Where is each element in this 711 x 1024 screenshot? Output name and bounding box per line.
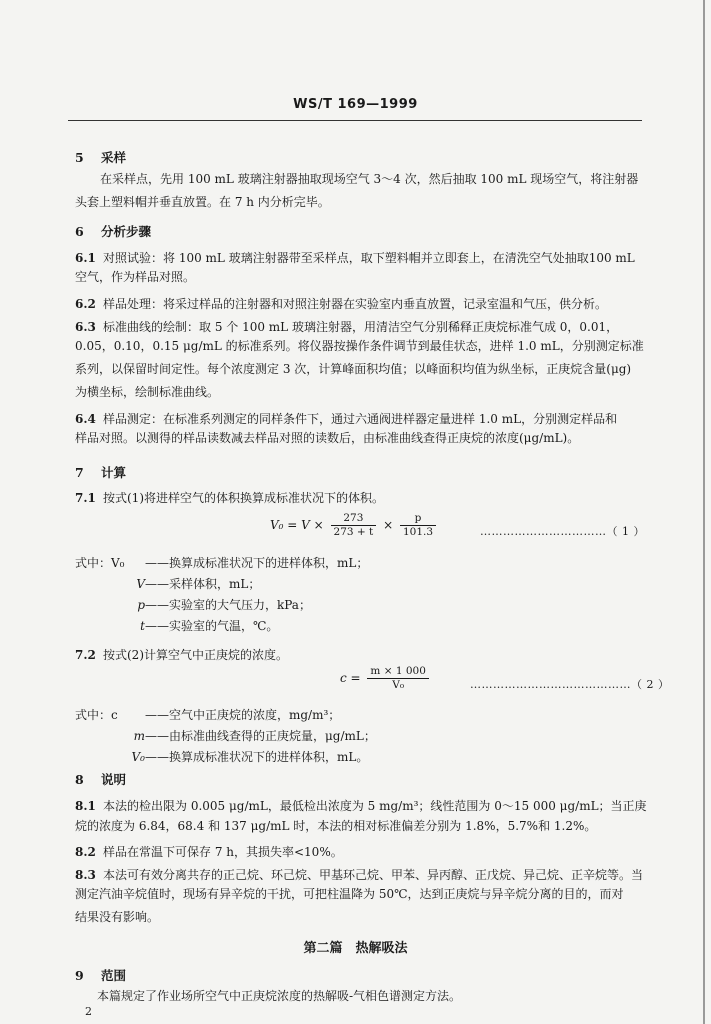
item-6-4-line-2: 样品对照。以测得的样品读数减去样品对照的读数后，由标准曲线查得正庚烷的浓度(μg/mL)。 [75, 431, 580, 445]
section-5-heading: 5 采样 [75, 150, 127, 165]
scan-edge-line [703, 0, 705, 1024]
item-8-3-line-2: 测定汽油辛烷值时，现场有异辛烷的干扰，可把柱温降为 50℃，达到正庚烷与异辛烷分离的目的，而对 [75, 887, 624, 901]
formula-2: c = $\frac{m \times 1 000}{\text{V₀}}$ [340, 665, 432, 692]
page-number: 2 [85, 1005, 92, 1018]
section-5-line-1: 在采样点，先用 100 mL 玻璃注射器抽取现场空气 3～4 次，然后抽取 100 mL 现场空气，将注射器 [100, 172, 639, 186]
def-sym: 式中：V₀ [75, 556, 125, 570]
formula-2-definitions: 式中：c ——空气中正庚烷的浓度，mg/m³； m——由标准曲线查得的正庚烷量，μg/mL； V₀——换算成标准状况下的进样体积，mL。 [75, 708, 376, 764]
item-6-3-line-3: 系列，以保留时间定性。每个浓度测定 3 次，计算峰面积均值；以峰面积均值为纵坐标，正庚烷含量(μg) [75, 362, 632, 376]
section-9-line-1: 本篇规定了作业场所空气中正庚烷浓度的热解吸-气相色谱测定方法。 [97, 989, 462, 1003]
equation-number-2: ……………………………………（ 2 ） [470, 678, 670, 691]
formula-1-definitions: 式中：V₀ ——换算成标准状况下的进样体积，mL； V——采样体积，mL； p——实验室的大气压力，kPa； t——实验室的气温，℃。 [75, 553, 368, 637]
part-2-title: 第二篇 热解吸法 [303, 941, 408, 956]
item-6-1-line-2: 空气，作为样品对照。 [75, 270, 196, 284]
item-7-1: 7.1 按式(1)将进样空气的体积换算成标准状况下的体积。 [75, 491, 385, 505]
section-9-heading: 9 范围 [75, 968, 127, 983]
item-7-2: 7.2 按式(2)计算空气中正庚烷的浓度。 [75, 648, 288, 662]
item-6-4: 6.4 样品测定：在标准系列测定的同样条件下，通过六通阀进样器定量进样 1.0 mL，分别测定样品和 [75, 412, 618, 426]
item-8-2: 8.2 样品在常温下可保存 7 h，其损失率<10%。 [75, 845, 343, 859]
item-8-3: 8.3 本法可有效分离共存的正己烷、环己烷、甲基环己烷、甲苯、异丙醇、正戊烷、异己烷、正辛烷等。当 [75, 868, 644, 882]
formula-1: V₀ = V × $\frac{273}{273 + t}$ × $\frac{p}{101.3}$ [270, 512, 439, 539]
item-8-3-line-3: 结果没有影响。 [75, 910, 160, 924]
item-8-1-line-2: 烷的浓度为 6.84，68.4 和 137 μg/mL 时，本法的相对标准偏差分别为 1.8%，5.7%和 1.2%。 [75, 819, 597, 833]
header-standard-code: WS/T 169—1999 [293, 97, 418, 112]
section-6-heading: 6 分析步骤 [75, 224, 152, 239]
item-6-1: 6.1 对照试验：将 100 mL 玻璃注射器带至采样点，取下塑料帽并立即套上，在清洗空气处抽取100 mL [75, 251, 635, 265]
equation-number-1: ……………………………（ 1 ） [480, 525, 645, 538]
item-6-3-line-4: 为横坐标，绘制标准曲线。 [75, 385, 220, 399]
section-7-heading: 7 计算 [75, 465, 127, 480]
item-8-1: 8.1 本法的检出限为 0.005 μg/mL，最低检出浓度为 5 mg/m³；线性范围为 0～15 000 μg/mL；当正庚 [75, 799, 647, 813]
section-5-line-2: 头套上塑料帽并垂直放置。在 7 h 内分析完毕。 [75, 195, 330, 209]
item-6-2: 6.2 样品处理：将采过样品的注射器和对照注射器在实验室内垂直放置，记录室温和气压，供分析。 [75, 297, 608, 311]
section-8-heading: 8 说明 [75, 772, 127, 787]
item-6-3-line-2: 0.05，0.10，0.15 μg/mL 的标准系列。将仪器按操作条件调节到最佳状态，进样 1.0 mL，分别测定标准 [75, 339, 644, 353]
item-6-3: 6.3 标准曲线的绘制：取 5 个 100 mL 玻璃注射器，用清洁空气分别稀释正庚烷标准气成 0，0.01， [75, 320, 619, 334]
header-rule [68, 120, 642, 121]
